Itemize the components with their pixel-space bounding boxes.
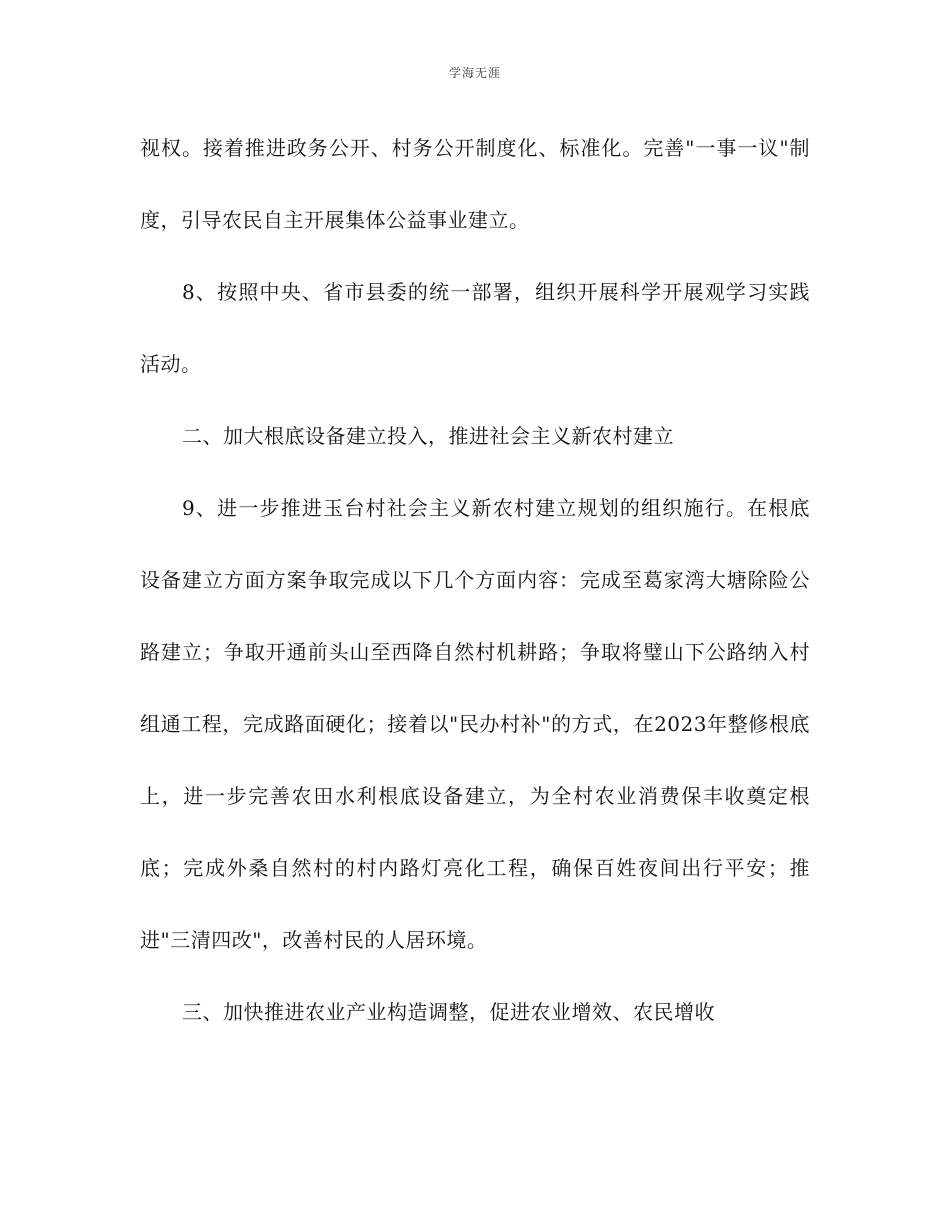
section-heading-3: 三、加快推进农业产业构造调整，促进农业增效、农民增收 (182, 1000, 715, 1024)
section-heading-2: 二、加大根底设备建立投入，推进社会主义新农村建立 (182, 424, 674, 448)
document-body (140, 112, 810, 1048)
paragraph-continuation: 视权。接着推进政务公开、村务公开制度化、标准化。完善"一事一议"制度，引导农民自主开展集体公益事业建立。 (140, 136, 810, 232)
page-header: 学海无涯 (448, 66, 501, 80)
paragraph-item-9: 9、进一步推进玉台村社会主义新农村建立规划的组织施行。在根底设备建立方面方案争取完成以下几个方面内容：完成至葛家湾大塘除险公路建立；争取开通前头山至西降自然村机耕路；争取将璧山下公路纳入村组通工程，完成路面硬化；接着以"民办村补"的方式，在2023年整修根底上，进一步完善农田水利根底设备建立，为全村农业消费保丰收奠定根底；完成外桑自然村的村内路灯亮化工程，确保百姓夜间出行平安；推进"三清四改"，改善村民的人居环境。 (140, 496, 810, 952)
paragraph-item-8: 8、按照中央、省市县委的统一部署，组织开展科学开展观学习实践活动。 (140, 280, 810, 376)
